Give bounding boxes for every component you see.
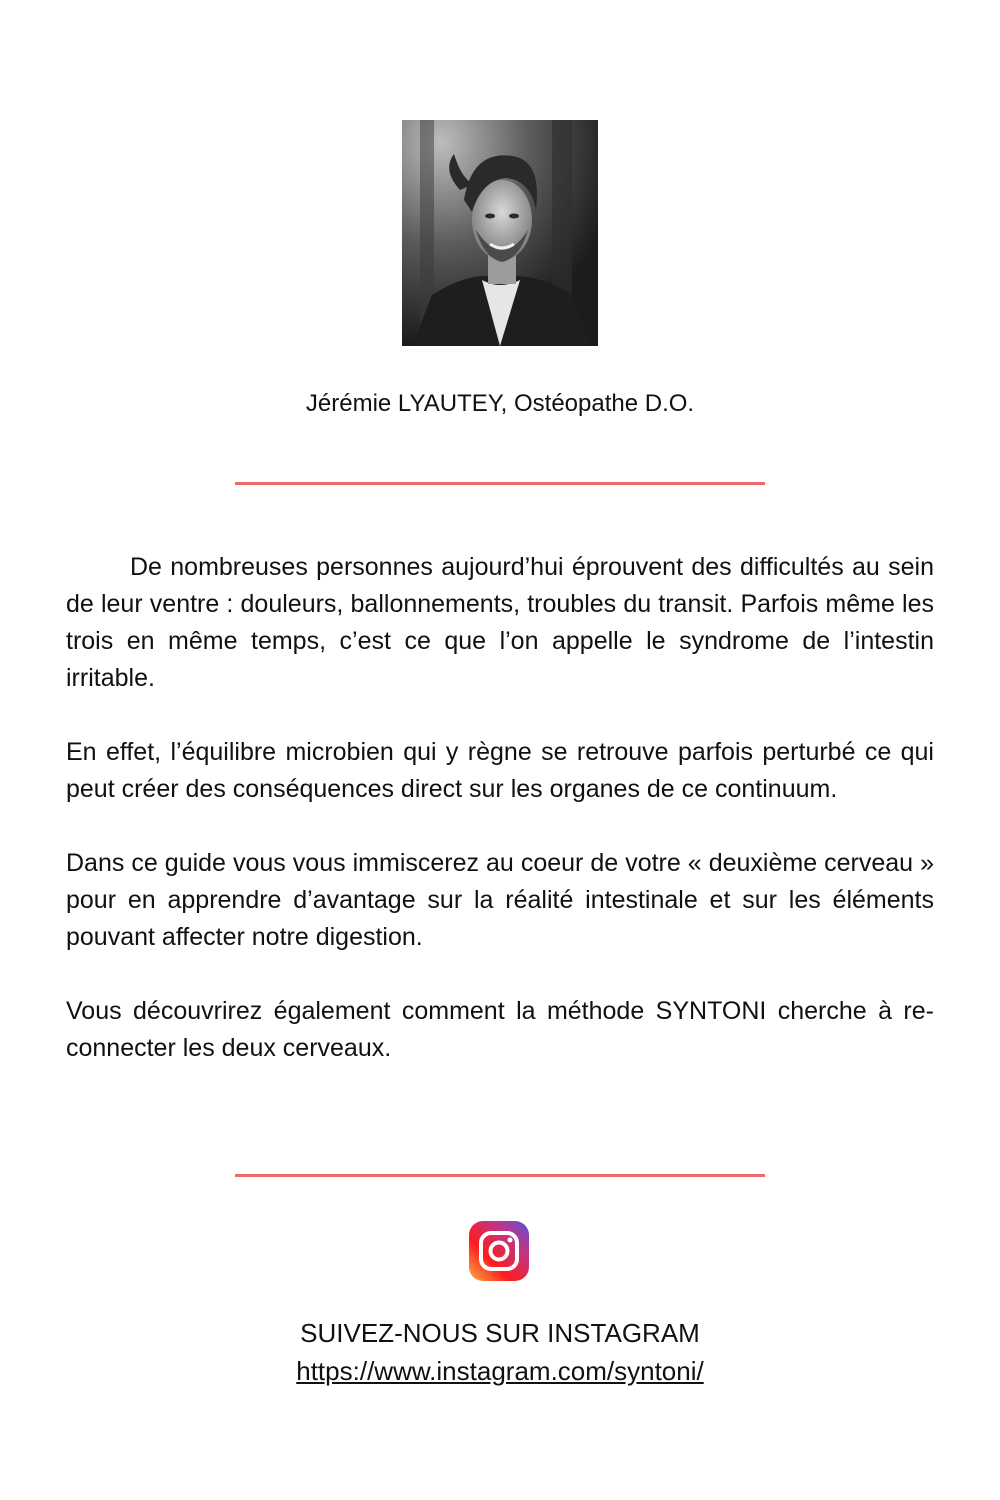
divider-bottom — [235, 1174, 765, 1177]
instagram-link-wrapper — [0, 1356, 1000, 1387]
instagram-link[interactable]: https://www.instagram.com/syntoni/ — [296, 1356, 704, 1386]
instagram-icon[interactable] — [469, 1221, 529, 1281]
follow-label: SUIVEZ-NOUS SUR INSTAGRAM — [300, 1318, 700, 1348]
divider-top — [235, 482, 765, 485]
author-portrait-image — [402, 120, 598, 346]
intro-text — [66, 549, 934, 1104]
paragraph-1: De nombreuses personnes aujourd’hui éprouvent des difficultés au sein de leur ventre : douleurs, ballonnements, troubles du transit. Parfois même les trois en même temps, c’est ce que l’on appelle le syndrome de l’intestin irritable. — [66, 553, 934, 692]
paragraph-4: Vous découvrirez également comment la méthode SYNTONI cherche à re-connecter les deux cerveaux. — [66, 997, 934, 1062]
paragraph-2: En effet, l’équilibre microbien qui y règne se retrouve parfois perturbé ce qui peut créer des conséquences direct sur les organes de ce continuum. — [66, 738, 934, 803]
paragraph-3: Dans ce guide vous vous immiscerez au coeur de votre « deuxième cerveau » pour en apprendre d’avantage sur la réalité intestinale et sur les éléments pouvant affecter notre digestion. — [66, 849, 934, 951]
author-name: Jérémie LYAUTEY, Ostéopathe D.O. — [305, 390, 695, 417]
author-photo — [402, 120, 598, 346]
